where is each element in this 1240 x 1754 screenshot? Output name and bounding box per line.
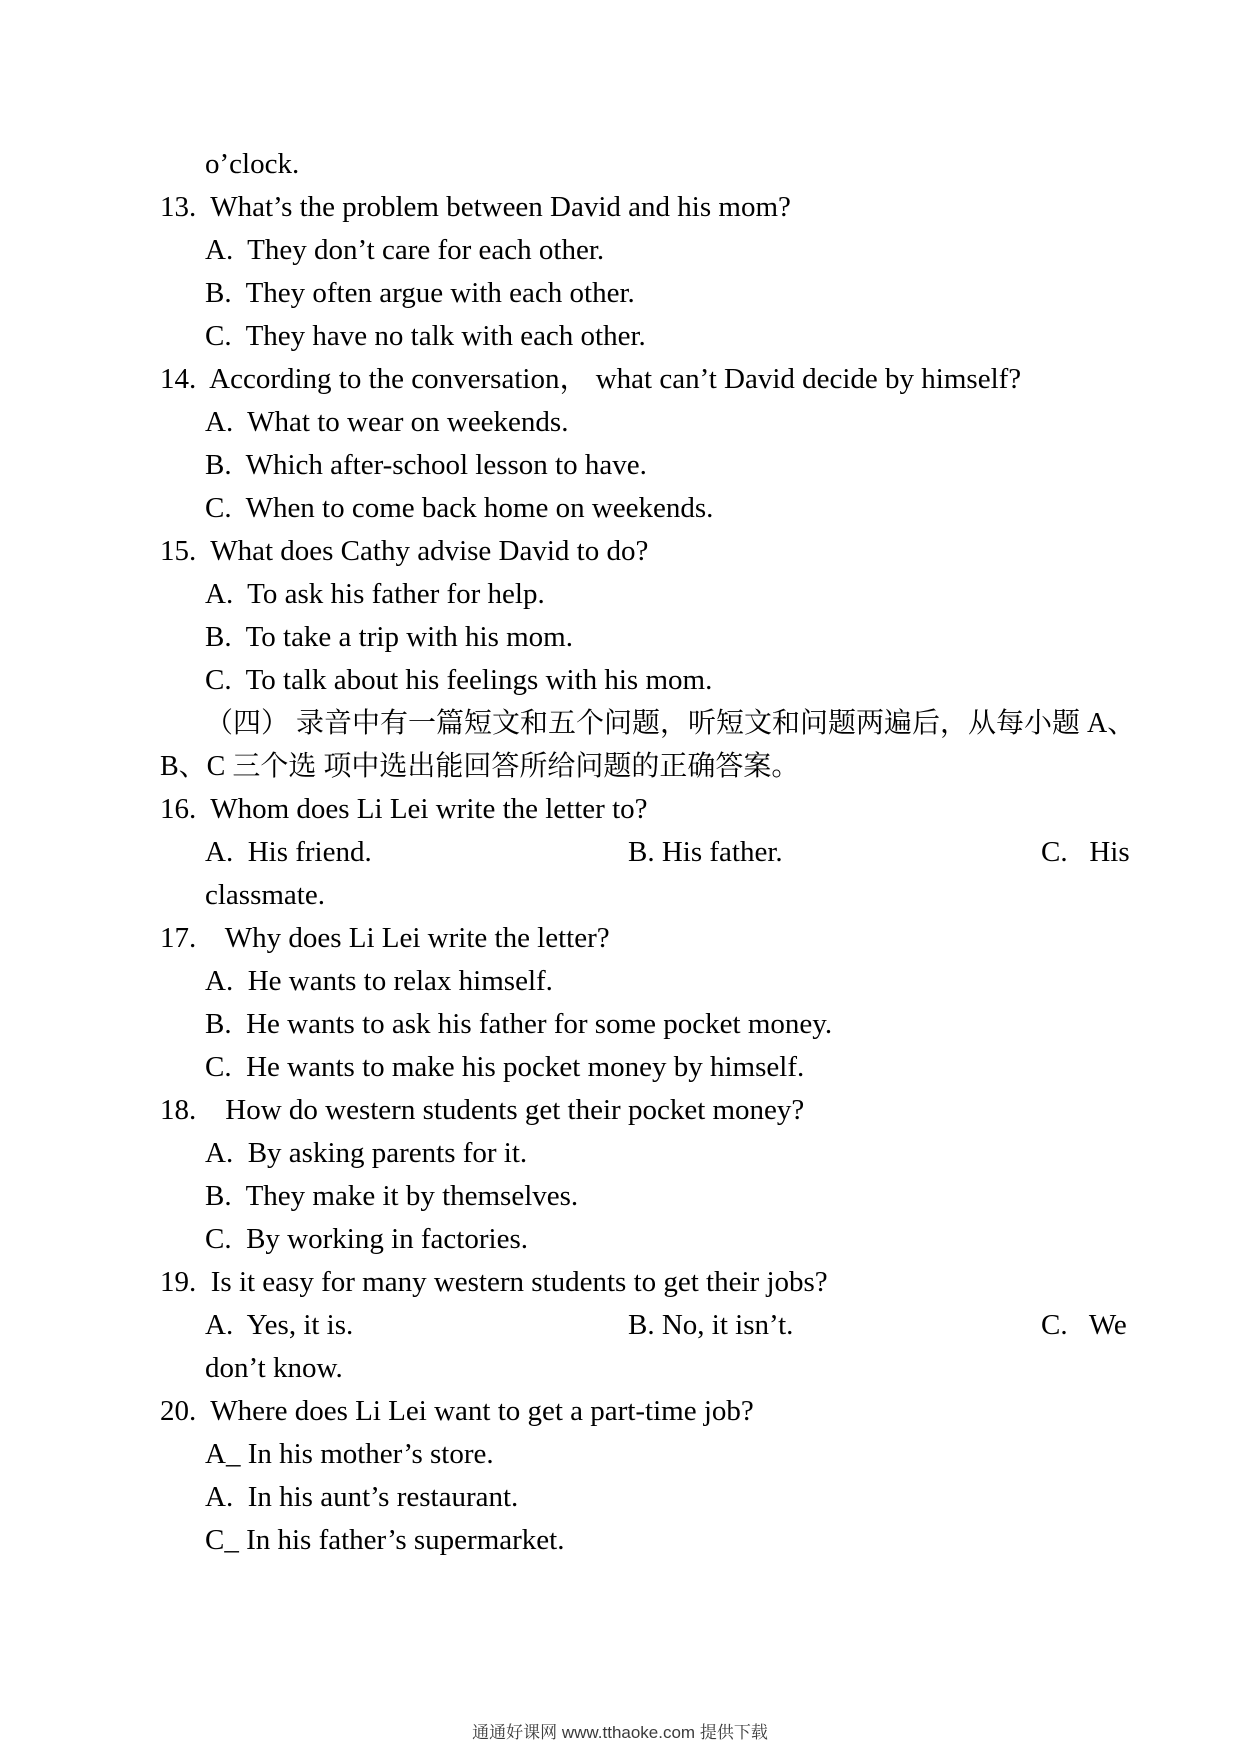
- q13-option-a: A. They don’t care for each other.: [205, 234, 605, 266]
- q17-option-b: B. He wants to ask his father for some pocket money.: [205, 1008, 833, 1040]
- section-4-instructions-line-2: B、C 三个选 项中选出能回答所给问题的正确答案。: [160, 751, 800, 782]
- q16-option-row: [205, 831, 1143, 874]
- q19-option-row-col-b: B. No, it isn’t.: [628, 1309, 794, 1341]
- question-20: 20. Where does Li Lei want to get a part-time job?: [160, 1395, 754, 1427]
- q19-option-row-col-c: C. We: [1041, 1309, 1127, 1341]
- q16-option-row-col-c: C. His: [1041, 836, 1130, 868]
- q18-option-b: B. They make it by themselves.: [205, 1180, 579, 1212]
- q15-option-a: A. To ask his father for help.: [205, 578, 545, 610]
- q13-option-c: C. They have no talk with each other.: [205, 320, 646, 352]
- q14-option-a: A. What to wear on weekends.: [205, 406, 569, 438]
- question-18: 18. How do western students get their pocket money?: [160, 1094, 805, 1126]
- question-13: 13. What’s the problem between David and his mom?: [160, 191, 791, 223]
- q12-continuation: o’clock.: [205, 148, 300, 180]
- q13-option-b: B. They often argue with each other.: [205, 277, 635, 309]
- q16-option-row-col-a: A. His friend.: [205, 836, 372, 868]
- document-lines: [133, 143, 1143, 1562]
- q18-option-c: C. By working in factories.: [205, 1223, 528, 1255]
- q15-option-b: B. To take a trip with his mom.: [205, 621, 573, 653]
- q20-option-c: C_ In his father’s supermarket.: [205, 1524, 565, 1556]
- section-4-instructions-line-1: （四） 录音中有一篇短文和五个问题，听短文和问题两遍后，从每小题 A、: [205, 708, 1136, 739]
- q16-option-row-col-b: B. His father.: [628, 836, 783, 868]
- footer-watermark: 通通好课网 www.tthaoke.com 提供下载: [472, 1723, 768, 1742]
- question-16: 16. Whom does Li Lei write the letter to?: [160, 793, 648, 825]
- q19-option-c-continuation: don’t know.: [205, 1352, 343, 1384]
- q19-option-row: [205, 1304, 1143, 1347]
- q16-option-c-continuation: classmate.: [205, 879, 325, 911]
- question-14: 14. According to the conversation， what can’t David decide by himself?: [160, 363, 1022, 395]
- q14-option-b: B. Which after-school lesson to have.: [205, 449, 647, 481]
- q17-option-c: C. He wants to make his pocket money by himself.: [205, 1051, 805, 1083]
- question-15: 15. What does Cathy advise David to do?: [160, 535, 649, 567]
- q17-option-a: A. He wants to relax himself.: [205, 965, 553, 997]
- q15-option-c: C. To talk about his feelings with his mom.: [205, 664, 713, 696]
- q14-option-c: C. When to come back home on weekends.: [205, 492, 714, 524]
- q20-option-a: A_ In his mother’s store.: [205, 1438, 494, 1470]
- q19-option-row-col-a: A. Yes, it is.: [205, 1309, 354, 1341]
- question-17: 17. Why does Li Lei write the letter?: [160, 922, 610, 954]
- q20-option-b: A. In his aunt’s restaurant.: [205, 1481, 519, 1513]
- q18-option-a: A. By asking parents for it.: [205, 1137, 528, 1169]
- question-19: 19. Is it easy for many western students to get their jobs?: [160, 1266, 828, 1298]
